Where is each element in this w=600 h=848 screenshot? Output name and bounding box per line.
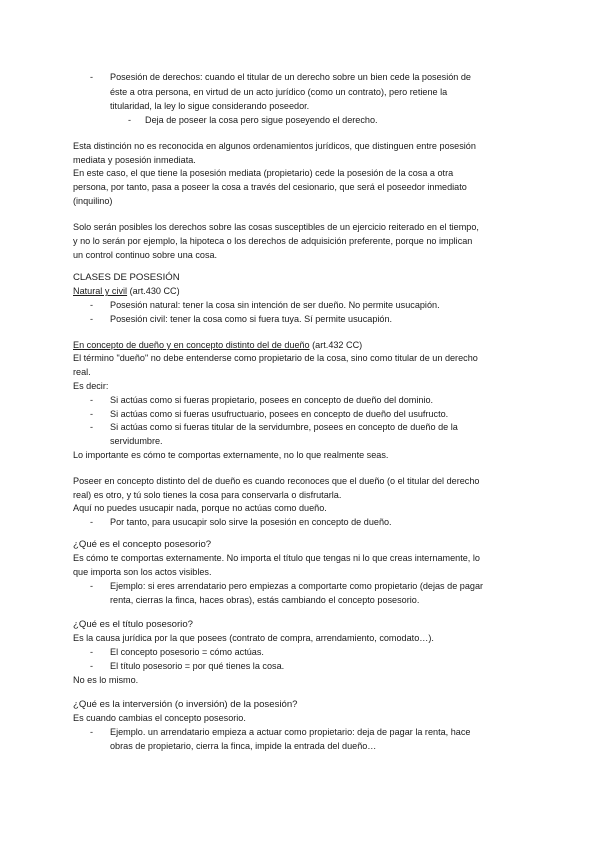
text-line: titularidad, la ley lo sigue considerando poseedor. [110, 101, 310, 111]
bullet: - [90, 727, 94, 737]
list-item-continuation: servidumbre. [110, 436, 163, 446]
text-line: Posesión de derechos: cuando el titular de un derecho sobre un bien cede la posesión de [110, 72, 471, 82]
text-line: que importa son los actos visibles. [73, 567, 212, 577]
text-line: Es cómo te comportas externamente. No importa el título que tengas ni lo que creas internamente, lo [73, 553, 480, 563]
question-heading: ¿Qué es el concepto posesorio? [73, 539, 212, 550]
text-line: Deja de poseer la cosa pero sigue poseyendo el derecho. [145, 115, 378, 125]
question-heading: ¿Qué es la interversión (o inversión) de la posesión? [73, 699, 298, 710]
list-item: Posesión natural: tener la cosa sin intención de ser dueño. No permite usucapión. [110, 300, 440, 310]
bullet: - [90, 581, 94, 591]
bullet: - [90, 395, 94, 405]
bullet: - [90, 647, 94, 657]
text-line: persona, por tanto, pasa a poseer la cosa a través del cesionario, que será el poseedor inmediato [73, 182, 467, 192]
subheading-line [73, 286, 180, 297]
list-item: Ejemplo: si eres arrendatario pero empiezas a comportarte como propietario (dejas de pagar [110, 581, 484, 591]
bullet: - [90, 517, 94, 527]
text-line: No es lo mismo. [73, 675, 139, 685]
bullet: - [90, 661, 94, 671]
text-line: Lo importante es cómo te comportas externamente, no lo que realmente seas. [73, 450, 389, 460]
text-line: Es cuando cambias el concepto posesorio. [73, 713, 246, 723]
list-item: Si actúas como si fueras propietario, posees en concepto de dueño del dominio. [110, 395, 434, 405]
bullet: - [128, 115, 132, 125]
list-item: Si actúas como si fueras usufructuario, posees en concepto de dueño del usufructo. [110, 409, 449, 419]
text-line: El término "dueño" no debe entenderse como propietario de la cosa, sino como titular de un derecho [73, 353, 478, 363]
list-item: Posesión civil: tener la cosa como si fuera tuya. Sí permite usucapión. [110, 314, 393, 324]
article-reference: (art.432 CC) [309, 340, 363, 350]
text-line: Es la causa jurídica por la que posees (contrato de compra, arrendamiento, comodato…). [73, 633, 434, 643]
subheading-line [73, 340, 362, 351]
text-line: Esta distinción no es reconocida en algunos ordenamientos jurídicos, que distinguen entre posesión [73, 141, 476, 151]
article-reference: (art.430 CC) [127, 286, 180, 296]
text-line: Solo serán posibles los derechos sobre las cosas susceptibles de un ejercicio reiterado en el tiempo, [73, 222, 479, 232]
bullet: - [90, 300, 94, 310]
list-item: Por tanto, para usucapir solo sirve la posesión en concepto de dueño. [110, 517, 392, 527]
bullet: - [90, 314, 94, 324]
list-item-continuation: renta, cierras la finca, haces obras), estás cambiando el concepto posesorio. [110, 595, 420, 605]
text-line: real. [73, 367, 91, 377]
list-item: El título posesorio = por qué tienes la cosa. [110, 661, 285, 671]
list-item: El concepto posesorio = cómo actúas. [110, 647, 264, 657]
text-line: éste a otra persona, en virtud de un acto jurídico (como un contrato), pero retiene la [110, 87, 448, 97]
list-item: Ejemplo. un arrendatario empieza a actuar como propietario: deja de pagar la renta, hace [110, 727, 471, 737]
text-line: Es decir: [73, 381, 109, 391]
bullet: - [90, 409, 94, 419]
list-item-continuation: obras de propietario, cierra la finca, impide la entrada del dueño… [110, 741, 377, 751]
subheading: Natural y civil [73, 286, 128, 296]
list-item: Si actúas como si fueras titular de la servidumbre, posees en concepto de dueño de la [110, 422, 458, 432]
section-title: CLASES DE POSESIÓN [73, 272, 180, 283]
text-line: y no lo serán por ejemplo, la hipoteca o los derechos de adquisición preferente, porque no implican [73, 236, 473, 246]
text-line: Poseer en concepto distinto del de dueño es cuando reconoces que el dueño (o el titular del derecho [73, 476, 480, 486]
text-line: (inquilino) [73, 196, 113, 206]
bullet: - [90, 422, 94, 432]
bullet: - [90, 72, 94, 82]
text-line: un control continuo sobre una cosa. [73, 250, 218, 260]
text-line: real) es otro, y tú solo tienes la cosa para conservarla o disfrutarla. [73, 490, 342, 500]
question-heading: ¿Qué es el título posesorio? [73, 619, 193, 630]
text-line: mediata y posesión inmediata. [73, 155, 196, 165]
text-line: En este caso, el que tiene la posesión mediata (propietario) cede la posesión de la cosa a otra [73, 168, 454, 178]
text-line: Aquí no puedes usucapir nada, porque no actúas como dueño. [73, 503, 327, 513]
subheading: En concepto de dueño y en concepto distinto del de dueño [73, 340, 310, 350]
